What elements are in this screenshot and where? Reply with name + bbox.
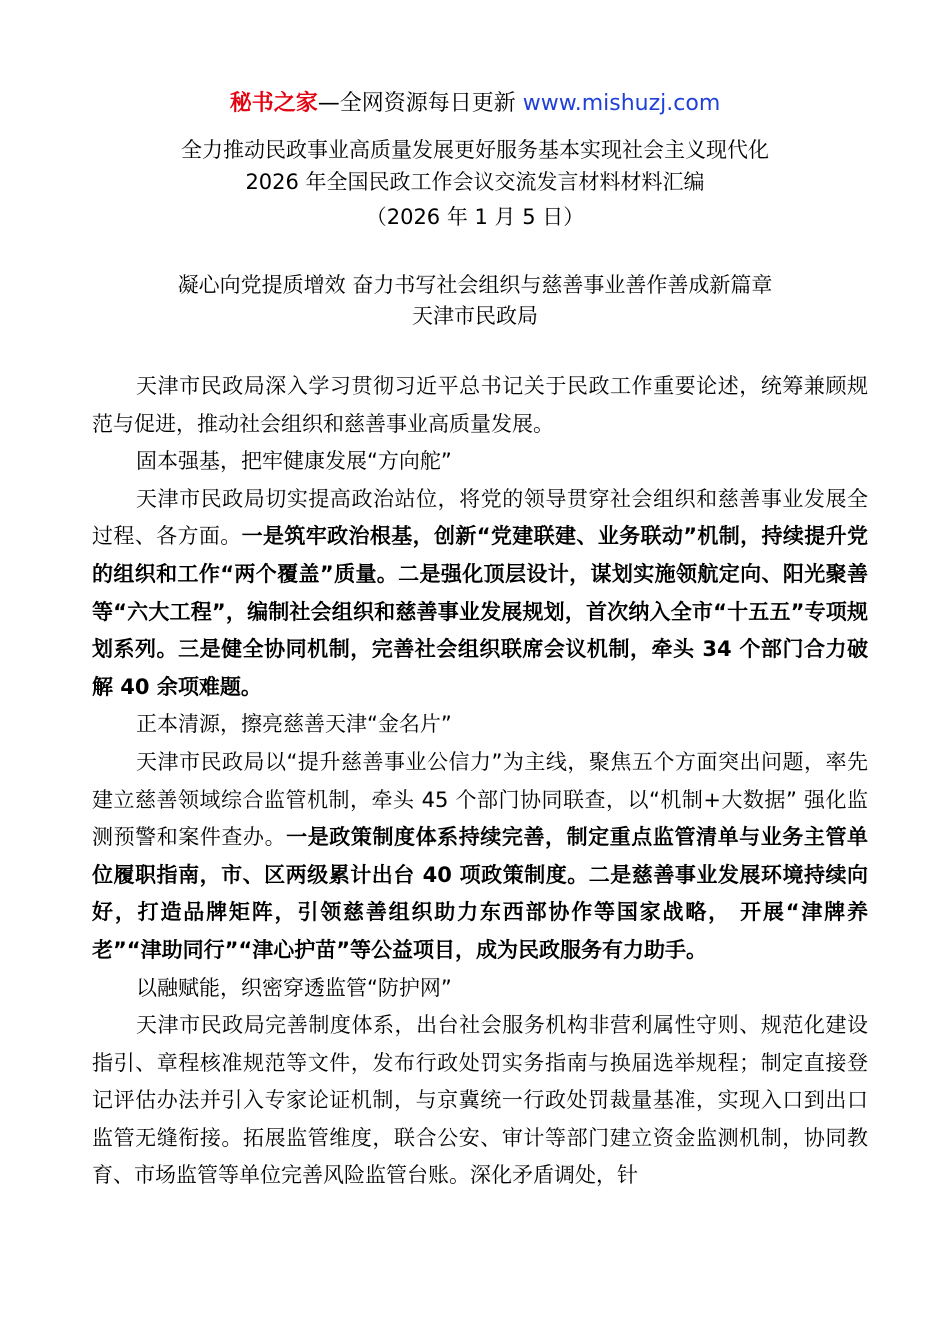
document-title-line-2: 2026 年全国民政工作会议交流发言材料材料汇编 [245, 170, 705, 194]
article-author: 天津市民政局 [412, 304, 538, 328]
document-title-line-1: 全力推动民政事业高质量发展更好服务基本实现社会主义现代化 [181, 138, 769, 162]
section-heading-2: 正本清源，擦亮慈善天津“金名片” [136, 712, 452, 737]
section-paragraph-1 [92, 481, 868, 707]
document-date: （2026 年 1 月 5 日） [365, 205, 585, 229]
site-banner [0, 88, 950, 120]
article-body [92, 368, 868, 1195]
banner-brand: 秘书之家 [229, 91, 318, 116]
section-1-text: 天津市民政局切实提高政治站位，将党的领导贯穿社会组织和慈善事业发展全过程、各方面。 [92, 486, 868, 549]
section-2-text: 天津市民政局以“提升慈善事业公信力”为主线，聚焦五个方面突出问题，率先建立慈善领域综合监管机制，牵头 45 个部门协同联查，以“机制+大数据” 强化监测预警和案件查办。 [92, 749, 868, 850]
banner-site-link[interactable]: www.mishuzj.com [522, 91, 721, 116]
article-title: 凝心向党提质增效 奋力书写社会组织与慈善事业善作善成新篇章 [177, 273, 773, 297]
intro-paragraph: 天津市民政局深入学习贯彻习近平总书记关于民政工作重要论述，统筹兼顾规范与促进，推动社会组织和慈善事业高质量发展。 [92, 374, 868, 436]
section-heading-3: 以融赋能，织密穿透监管“防护网” [136, 975, 452, 1000]
banner-slogan: —全网资源每日更新 [317, 91, 516, 116]
section-paragraph-3: 天津市民政局完善制度体系，出台社会服务机构非营利属性守则、规范化建设指引、章程核准规范等文件，发布行政处罚实务指南与换届选举规程；制定直接登记评估办法并引入专家论证机制，与京冀统一行政处罚裁量基准，实现入口到出口监管无缝衔接。拓展监管维度，联合公安、审计等部门建立资金监测机制，协同教育、市场监管等单位完善风险监管台账。深化矛盾调处，针 [92, 1013, 868, 1188]
section-heading-1: 固本强基，把牢健康发展“方向舵” [136, 449, 452, 474]
section-1-bold-text: 一是筑牢政治根基，创新“党建联建、业务联动”机制，持续提升党的组织和工作“两个覆盖”质量。二是强化顶层设计，谋划实施领航定向、阳光聚善等“六大工程”，编制社会组织和慈善事业发展规划，首次纳入全市“十五五”专项规划系列。三是健全协同机制，完善社会组织联席会议机制，牵头 34 个部门合力破解 40 余项难题。 [92, 524, 868, 699]
section-2-bold-text: 一是政策制度体系持续完善，制定重点监管清单与业务主管单位履职指南，市、区两级累计出台 40 项政策制度。二是慈善事业发展环境持续向好，打造品牌矩阵，引领慈善组织助力东西部协作等国家战略， 开展“津牌养老”“津助同行”“津心护苗”等公益项目，成为民政服务有力助手。 [92, 825, 869, 962]
section-paragraph-2 [92, 744, 868, 970]
